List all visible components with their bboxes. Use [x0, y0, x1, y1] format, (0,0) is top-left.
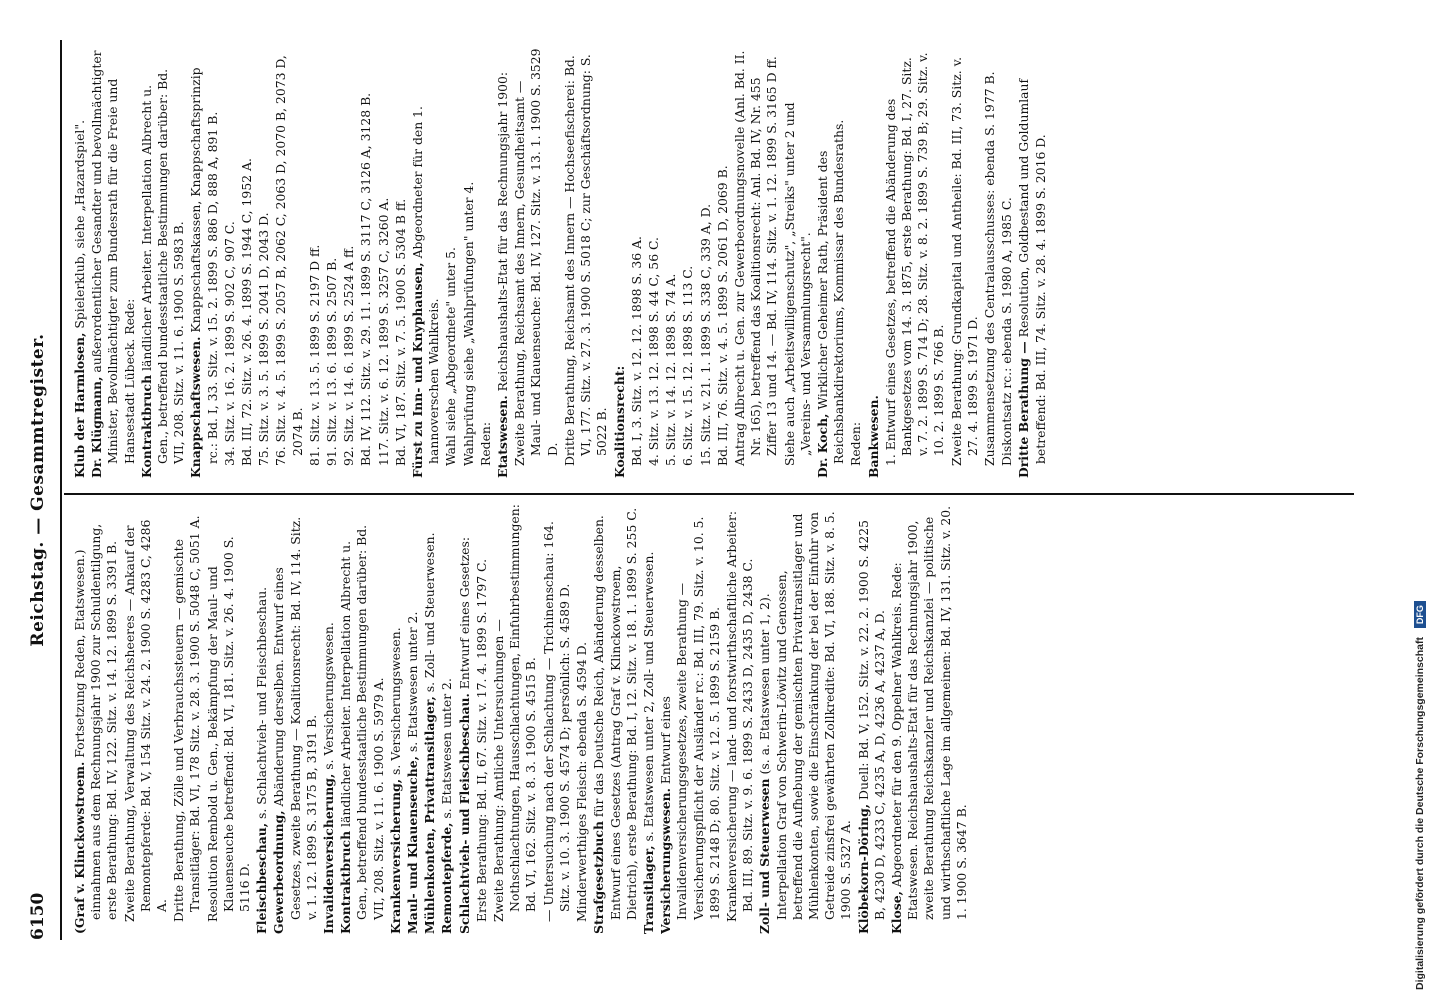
entry-heading: Fürst zu Inn- und Knyphausen,: [410, 262, 426, 478]
register-entry: [949, 48, 981, 478]
register-entry: [188, 48, 220, 478]
entry-text: Abgeordneter für den 1. hannoverschen Wahlkreis.: [410, 106, 442, 464]
register-entry: [574, 504, 590, 934]
entry-text: s. Etatswesen unter 2.: [405, 611, 421, 753]
register-entry: [680, 48, 696, 478]
register-entry: [641, 504, 657, 934]
entry-text: Entwurf eines Gesetzes:: [456, 536, 472, 690]
register-entry: [663, 48, 679, 478]
entry-text: 91. Sitz. v. 13. 6. 1899 S. 2507 B.: [324, 257, 340, 466]
register-entry: [122, 504, 171, 934]
entry-text: s. Etatswesen unter 2, Zoll- und Steuerwesen.: [640, 551, 656, 842]
entry-text: Wahlprüfung siehe „Wahlprüfungen" unter 4.: [460, 181, 476, 466]
entry-text: Diskontsatz rc.: ebenda S. 1980 A, 1985 C.: [999, 197, 1015, 466]
page-number: 6150: [28, 892, 48, 940]
entry-heading: Remontepferde,: [439, 822, 455, 934]
register-entry: [338, 504, 387, 934]
page-title: Reichstag. — Gesammtregister.: [28, 333, 48, 647]
entry-heading: Etatswesen.: [495, 395, 511, 478]
register-entry: [999, 48, 1015, 478]
entry-text: Zweite Berathung, Verwaltung des Reichsheeres — Ankauf der Remontepferde: Bd. V, 154 Sitz. v. 24. 2. 1900 S. 4283 C, 4286 A.: [121, 519, 170, 922]
entry-text: Dritte Berathung, Reichsamt des Innern — Hochseefischerei: Bd. VI, 177. Sitz. v. 27. 3. 1900 S. 5018 C; zur Geschäftsordnung: S. 5022 B.: [561, 54, 610, 466]
entry-text: Bd. III, 76. Sitz. v. 4. 5. 1899 S. 2061 D, 2069 B.: [714, 165, 730, 466]
entry-heading: Fleischbeschau,: [254, 822, 270, 934]
entry-text: 6. Sitz. v. 15. 12. 1898 S. 113 C.: [680, 265, 696, 466]
register-entry: [732, 48, 781, 478]
entry-text: 81. Sitz. v. 13. 5. 1899 S. 2197 D ff.: [306, 244, 322, 466]
register-entry: [341, 48, 357, 478]
register-entry: [388, 504, 404, 934]
entry-text: Zusammensetzung des Centralausschusses: ebenda S. 1977 B.: [981, 71, 997, 466]
register-entry: [254, 504, 270, 934]
entry-heading: Invalidenversicherung,: [321, 773, 337, 934]
entry-heading: Bankwesen.: [865, 395, 881, 478]
register-entry: [461, 48, 477, 478]
register-entry: [439, 504, 455, 934]
register-entry: [321, 504, 337, 934]
column-divider: [64, 493, 1354, 495]
entry-text: 4. Sitz. v. 13. 12. 1898 S. 44 C, 56 C.: [645, 237, 661, 466]
entry-heading: Klose,: [888, 891, 904, 934]
entry-text: 117. Sitz. v. 6. 12. 1899 S. 3257 C, 3260 A.: [375, 197, 391, 466]
entry-text: s. Etatswesen unter 2.: [439, 678, 455, 819]
page-header: [20, 40, 56, 940]
register-entry: [422, 504, 438, 934]
entry-heading: Zoll- und Steuerwesen: [757, 778, 773, 934]
entry-heading: Kontraktbruch: [338, 830, 354, 934]
entry-heading: Dritte Berathung —: [1016, 341, 1032, 478]
entry-text: Reden:: [477, 421, 493, 466]
register-entry: [782, 48, 814, 478]
register-entry: [646, 48, 662, 478]
entry-text: Knappschaftskassen, Knappschaftsprinzip rc.: Bd. I, 33. Sitz. v. 15. 2. 1899 S. 886 D, 888 A, 891 B.: [188, 67, 220, 464]
entry-text: Reden:: [848, 421, 864, 466]
register-entry: [629, 48, 645, 478]
entry-text: außerordentlicher Gesandter und bevollmächtigter Minister, Bevollmächtigter zum Bundesrath für die Freie und Hansestadt Lübeck. Rede:: [89, 50, 137, 464]
entry-text: Reichshaushalts-Etat für das Rechnungsjahr 1900:: [495, 71, 511, 392]
entry-heading: Schlachtvieh- und Fleischbeschau.: [456, 693, 472, 934]
register-entry: [848, 48, 864, 478]
entry-heading: Krankenversicherung,: [387, 778, 403, 934]
register-entry: [474, 504, 490, 934]
entry-text: Bd. III, 72. Sitz. v. 26. 4. 1899 S. 1944 C, 1952 A.: [239, 158, 255, 466]
register-entry: [883, 48, 948, 478]
left-column: [72, 504, 1352, 934]
entry-text: Siehe auch „Arbeitswilligenschutz", „Streiks" unter 2 und „Vereins- und Versammlungsrecht".: [781, 102, 813, 466]
entry-text: 5. Sitz. v. 14. 12. 1898 S. 74 A.: [663, 273, 679, 466]
register-entry: [273, 48, 305, 478]
entry-text: Entwurf eines Invalidenversicherungsgesetzes, zweite Berathung — Versicherungspflicht der Ausländer rc.: Bd. III, 79. Sitz. v. 10. 5. 1899 S. 2148 D; 80. Sitz. v. 12. 5. 1899 S. 2159 B.: [658, 516, 722, 920]
register-entry: [491, 504, 540, 934]
entry-text: Antrag Albrecht u. Gen. zur Gewerbeordnungsnovelle (Anl. Bd. II. Nr. 165), betreffend das Koalitionsrecht: Anl. Bd. IV, Nr. 455 Ziffer 13 und 14. — Bd. IV, 114. Sitz. v. 1. 12. 1899 S. 3165 D ff.: [731, 50, 780, 466]
register-entry: [562, 48, 611, 478]
register-entry: [222, 48, 238, 478]
entry-text: Wahl siehe „Abgeordnete" unter 5.: [443, 247, 459, 466]
entry-heading: Koalitionsrecht:: [611, 365, 627, 478]
entry-text: 75. Sitz. v. 3. 5. 1899 S. 2041 D, 2043 D.: [256, 212, 272, 466]
register-entry: [512, 48, 561, 478]
dfg-logo-icon: DFG: [1414, 601, 1426, 628]
register-entry: [393, 48, 409, 478]
entry-text: (s. a. Etatswesen unter 1, 2). Interpellation Graf von Schwerin-Löwitz und Genossen, betreffend die Aufhebung der gemischten Privattransitlager und Mühlenkonten, sowie die Einschränkung der bei der Einfuhr von Getreide zinsfrei gewährten Zollkredite: Bd. VI, 188. Sitz. v. 8. 5. 1900 S. 5327 A.: [757, 511, 854, 920]
register-entry: [478, 48, 494, 478]
register-entry: [72, 504, 121, 934]
entry-heading: Gewerbeordnung,: [271, 810, 287, 934]
register-entry: [889, 504, 970, 934]
register-entry: [866, 48, 882, 478]
right-column: [72, 48, 1352, 478]
header-rule: [60, 40, 62, 940]
entry-text: Dritte Berathung, Zölle und Verbrauchssteuern — gemischte Transitläger: Bd. VI, 178 Sitz. v. 28. 3. 1900 S. 5048 C, 5051 A.: [171, 515, 203, 922]
entry-heading: Maul- und Klauenseuche,: [405, 756, 421, 934]
register-entry: [89, 48, 138, 478]
register-entry: [698, 48, 714, 478]
entry-text: Erste Berathung: Bd. II, 67. Sitz. v. 17. 4. 1899 S. 1797 C.: [473, 558, 489, 922]
register-entry: [72, 48, 88, 478]
entry-heading: Transitlager,: [640, 845, 656, 934]
entry-text: 15. Sitz. v. 21. 1. 1899 S. 338 C, 339 A, D.: [697, 203, 713, 466]
entry-text: Zweite Berathung: Grundkapital und Antheile: Bd. III, 73. Sitz. v. 27. 4. 1899 S. 1971 D.: [948, 56, 980, 466]
entry-heading: Dr. Klügmann,: [89, 376, 105, 478]
register-entry: [271, 504, 320, 934]
register-entry: [1016, 48, 1048, 478]
register-entry: [982, 48, 998, 478]
register-entry: [307, 48, 323, 478]
credit-sidebar: [1410, 0, 1434, 1000]
entry-text: 34. Sitz. v. 16. 2. 1899 S. 902 C, 907 C.: [221, 221, 237, 466]
entry-heading: Knappschaftswesen.: [188, 336, 204, 478]
entry-text: Krankenversicherung — land- und forstwirthschaftliche Arbeiter: Bd. III, 89. Sitz. v. 9. 6. 1899 S. 2433 D, 2435 D, 2438 C.: [723, 510, 756, 922]
entry-text: Resolution Rembold u. Gen., Bekämpfung der Maul- und Klauenseuche betreffend: Bd. VI, 181. Sitz. v. 26. 4. 1900 S. 5116 D.: [204, 536, 253, 922]
entry-heading: Versicherungswesen.: [658, 788, 674, 934]
register-entry: [724, 504, 756, 934]
entry-heading: Strafgesetzbuch: [591, 821, 607, 934]
register-entry: [171, 504, 203, 934]
entry-text: Bd. I, 3. Sitz. v. 12. 12. 1898 S. 36 A.: [628, 236, 644, 466]
entry-text: s. Versicherungswesen.: [387, 627, 403, 775]
entry-text: Zweite Berathung, Reichsamt des Innern, Gesundheitsamt — Maul- und Klauenseuche: Bd. IV, 127. Sitz. v. 13. 1. 1900 S. 3529 D.: [512, 48, 560, 466]
entry-heading: Kontraktbruch: [138, 374, 154, 478]
entry-text: Zweite Berathung: Amtliche Untersuchungen — Nothschlachtungen, Hausschlachtungen, Einfuhrbestimmungen: Bd. VI, 162. Sitz. v. 8. 3. 1900 S. 4515 B.: [491, 504, 539, 922]
register-entry: [410, 48, 442, 478]
entry-text: Wirklicher Geheimer Rath, Präsident des Reichsbankdirektoriums, Kommissar des Bundesraths.: [814, 119, 847, 464]
register-entry: [239, 48, 255, 478]
entry-text: 76. Sitz. v. 4. 5. 1899 S. 2057 B, 2062 C, 2063 D, 2070 B, 2073 D, 2074 B.: [273, 55, 305, 466]
entry-text: Duell: Bd. V, 152. Sitz. v. 22. 2. 1900 S. 4225 B, 4230 D, 4233 C, 4235 A, D, 4236 A, 4237 A, D.: [855, 520, 887, 920]
register-entry: [405, 504, 421, 934]
entry-heading: Dr. Koch,: [814, 413, 830, 478]
register-entry: [457, 504, 473, 934]
entry-heading: (Graf v. Klinckowstroem.: [72, 761, 87, 934]
register-entry: [541, 504, 573, 934]
register-entry: [358, 48, 374, 478]
register-entry: [376, 48, 392, 478]
register-entry: [139, 48, 188, 478]
register-entry: [205, 504, 254, 934]
entry-text: ländlicher Arbeiter. Interpellation Albrecht u. Gen., betreffend bundesstaatliche Bestimmungen darüber: Bd. VII, 208. Sitz. v. 11. 6. 1900 S. 5979 A.: [338, 524, 386, 920]
register-entry: [856, 504, 888, 934]
register-entry: [612, 48, 628, 478]
register-entry: [658, 504, 723, 934]
entry-text: Bd. IV, 112. Sitz. v. 29. 11. 1899 S. 3117 C, 3126 A, 3128 B.: [358, 92, 374, 466]
register-entry: [815, 48, 847, 478]
entry-text: Fortsetzung Reden, Etatswesen.) einnahmen aus dem Rechnungsjahr 1900 zur Schuldentilgung, erste Berathung: Bd. IV, 122. Sitz. v. 14. 12. 1899 S. 3391 B.: [72, 523, 120, 920]
register-entry: [324, 48, 340, 478]
dfg-credit-text: Digitalisierung gefördert durch die Deutsche Forschungsgemeinschaft: [1414, 637, 1426, 990]
entry-heading: Klub der Harmlosen,: [72, 332, 87, 478]
entry-text: Minderwerthiges Fleisch: ebenda S. 4594 D.: [574, 641, 590, 922]
entry-text: — Untersuchung nach der Schlachtung — Trichinenschau: 164. Sitz. v. 10. 3. 1900 S. 4574 D; persönlich: S. 4589 D.: [540, 521, 572, 922]
register-entry: [495, 48, 511, 478]
register-entry: [591, 504, 640, 934]
entry-text: Abgeordneter für den 9. Oppelner Wahlkreis. Rede: Etatswesen. Reichshaushalts-Etat für das Rechnungsjahr 1900, zweite Berathung Reichskanzler und Reichskanzlei — politische und wirthschaftliche Lage im allgemeinen: Bd. IV, 131. Sitz. v. 20. 1. 1900 S. 3647 B.: [888, 505, 969, 920]
entry-text: ländlicher Arbeiter. Interpellation Albrecht u. Gen., betreffend bundesstaatliche Bestimmungen darüber: Bd. VII, 208. Sitz. v. 11. 6. 1900 S. 5983 B.: [138, 68, 187, 464]
entry-text: für das Deutsche Reich, Abänderung desselben. Entwurf eines Gesetzes (Antrag Graf v. Klinckowstroem, Dietrich), erste Berathung: Bd. I, 12. Sitz. v. 18. 1. 1899 S. 255 C.: [591, 507, 639, 920]
register-entry: [757, 504, 854, 934]
entry-heading: Klöbekorn-Döring,: [855, 803, 871, 934]
register-entry: [256, 48, 272, 478]
entry-text: s. Zoll- und Steuerwesen.: [422, 532, 438, 693]
register-entry: [443, 48, 459, 478]
entry-heading: Mühlenkonten, Privattransitlager,: [422, 696, 438, 934]
entry-text: Resolution, Goldbestand und Goldumlauf betreffend: Bd. III, 74. Sitz. v. 28. 4. 1899 S. 2016 D.: [1016, 78, 1048, 464]
entry-text: s. Schlachtvieh- und Fleischbeschau.: [254, 586, 270, 819]
entry-text: 92. Sitz. v. 14. 6. 1899 S. 2524 A ff.: [341, 245, 357, 466]
entry-text: Spielerklub, siehe „Hazardspiel".: [72, 119, 87, 329]
register-entry: [715, 48, 731, 478]
entry-text: Bd. VI, 187. Sitz. v. 7. 5. 1900 S. 5304 B ff.: [392, 198, 408, 466]
entry-text: Abänderung derselben. Entwurf eines Gesetzes, zweite Berathung — Koalitionsrecht: Bd. IV, 114. Sitz. v. 1. 12. 1899 S. 3175 B, 3191 B.: [271, 516, 319, 920]
entry-text: 1. Entwurf eines Gesetzes, betreffend die Abänderung des Bankgesetzes vom 14. 3. 1875, erste Berathung: Bd. I, 27. Sitz. v. 7. 2. 1899 S. 714 D; 28. Sitz. v. 8. 2. 1899 S. 739 B; 29. Sitz. v. 10. 2. 1899 S. 766 B.: [882, 52, 947, 466]
entry-text: s. Versicherungswesen.: [321, 622, 337, 770]
